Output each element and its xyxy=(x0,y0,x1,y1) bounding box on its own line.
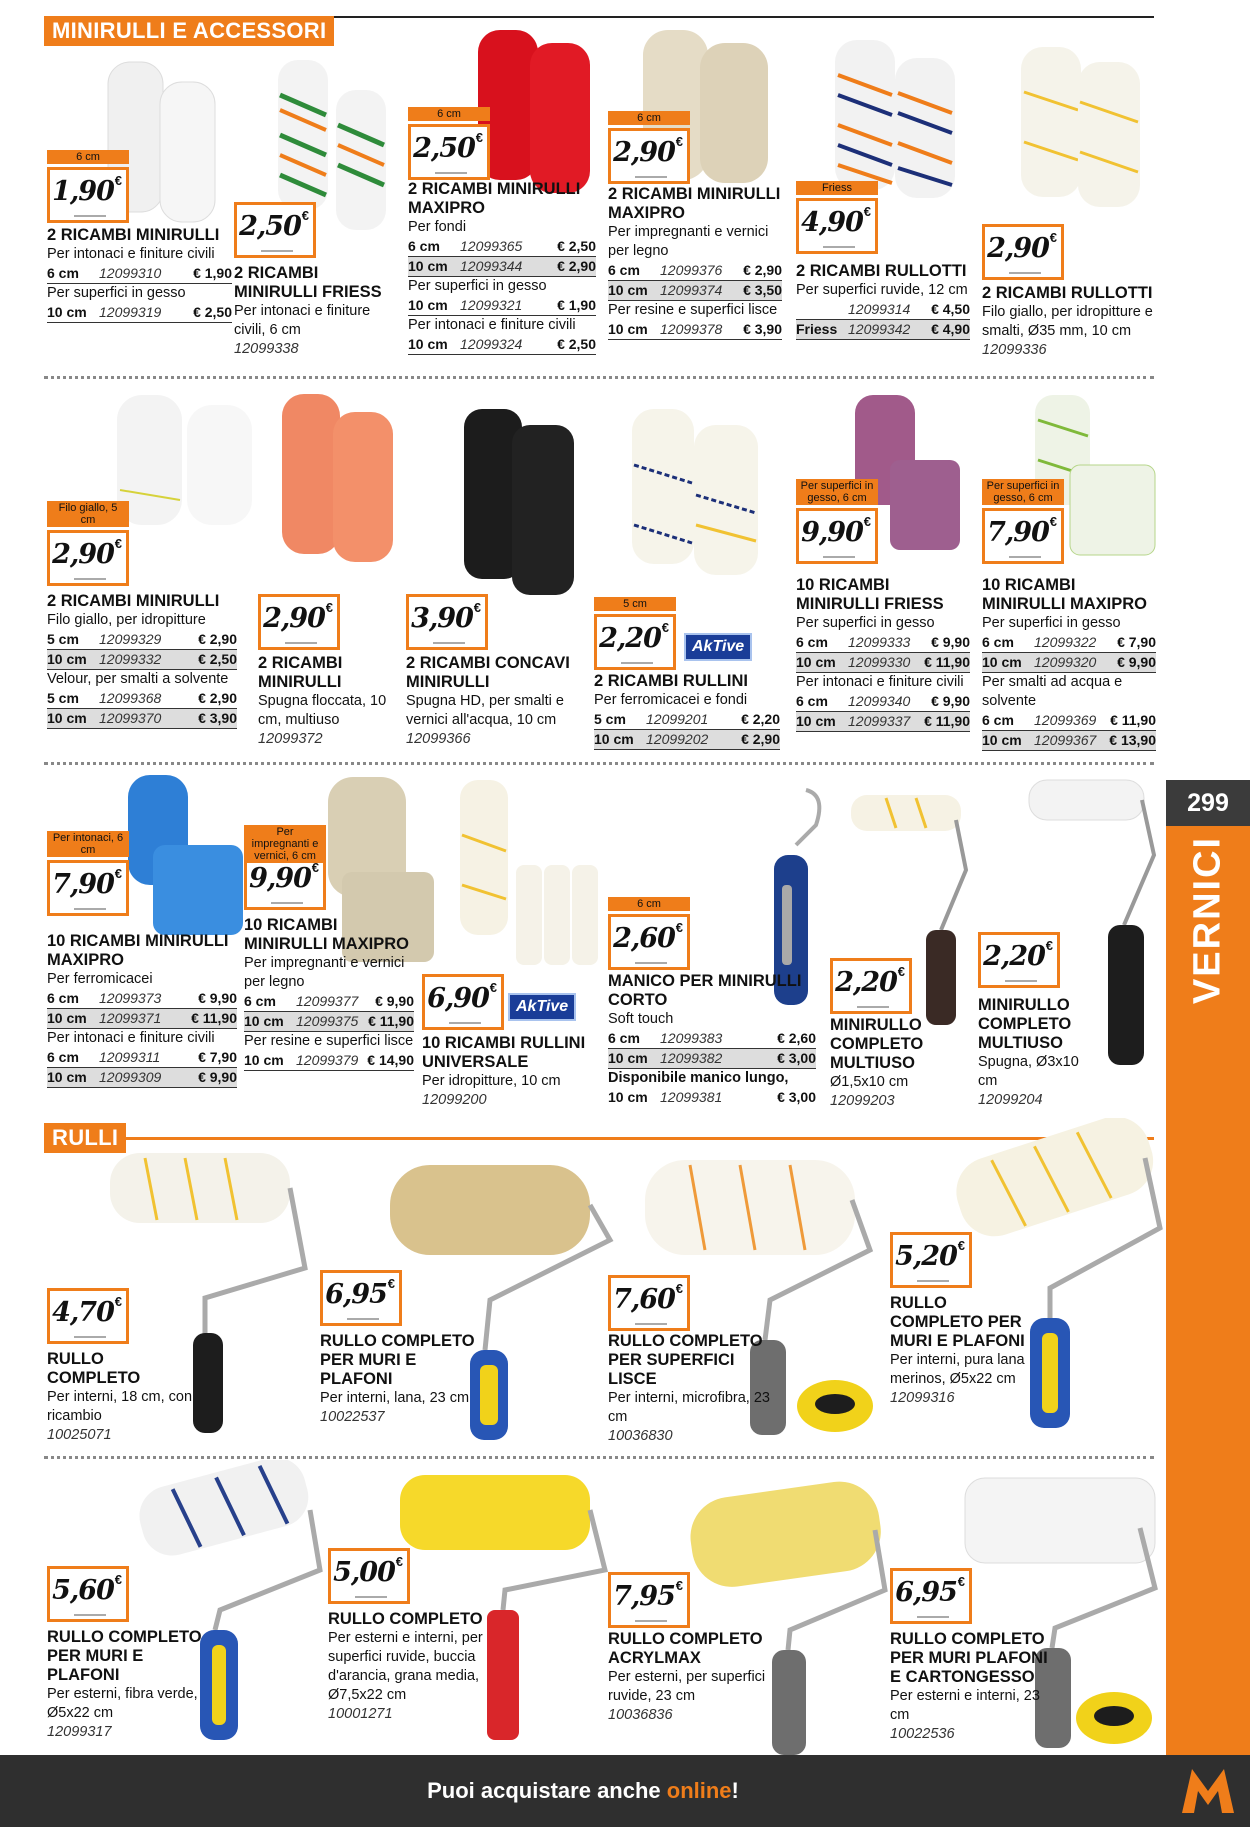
product-image xyxy=(1016,42,1156,217)
product-card: 10 RICAMBI MINIRULLI MAXIPRO Per superfici in gesso 6 cm 12099322 € 7,90 10 cm 12099320 € 9,90 Per smalti ad acqua e solvente 6 cm 12099369 € 11,90 10 cm 12099367 € 13,90 xyxy=(982,576,1156,751)
product-image xyxy=(628,405,778,585)
product-card: 2 RICAMBI MINIRULLI Filo giallo, per idropitture 5 cm 12099329 € 2,90 10 cm 12099332 € 2,50 Velour, per smalti a solvente 5 cm 12099368 € 2,90 10 cm 12099370 € 3,90 xyxy=(47,592,237,729)
product-card: RULLO COMPLETO ACRYLMAX Per esterni, per superfici ruvide, 23 cm 10036836 xyxy=(608,1630,766,1723)
footer-banner[interactable]: Puoi acquistare anche online! xyxy=(0,1755,1166,1827)
section-title-rulli: RULLI xyxy=(44,1123,126,1153)
product-card: 2 RICAMBI MINIRULLI Spugna floccata, 10 cm, multiuso 12099372 xyxy=(258,654,387,747)
category-label: VERNICI xyxy=(1186,835,1229,1005)
aktive-logo: AkTive xyxy=(684,633,752,661)
price-tag: Per superfici in gesso, 6 cm 9,90 € xyxy=(796,508,878,564)
product-card: RULLO COMPLETO Per esterni e interni, per superfici ruvide, buccia d'arancia, grana media, Ø7,5x22 cm 10001271 xyxy=(328,1610,483,1722)
price-tag: Per impregnanti e vernici, 6 cm 9,90 € xyxy=(244,854,326,910)
product-card: RULLO COMPLETO PER MURI E PLAFONI Per esterni, fibra verde, Ø5x22 cm 12099317 xyxy=(47,1628,202,1740)
product-card: RULLO COMPLETO PER MURI E PLAFONI Per interni, pura lana merinos, Ø5x22 cm 12099316 xyxy=(890,1294,1025,1406)
product-card: 10 RICAMBI RULLINI UNIVERSALE Per idropitture, 10 cm 12099200 xyxy=(422,1034,586,1108)
product-image xyxy=(472,25,602,200)
price-tag: Friess 4,90 € xyxy=(796,198,878,254)
price-tag: 5 cm 2,20 € xyxy=(594,614,676,670)
price-tag: 5,20 € xyxy=(890,1232,972,1288)
product-card: MINIRULLO COMPLETO MULTIUSO Spugna, Ø3x10 cm 12099204 xyxy=(978,996,1079,1108)
product-card: MINIRULLO COMPLETO MULTIUSO Ø1,5x10 cm 12099203 xyxy=(830,1016,924,1109)
product-image xyxy=(118,770,248,945)
price-tag: Filo giallo, 5 cm 2,90 € xyxy=(47,530,129,586)
price-tag: 6 cm 2,50 € xyxy=(408,124,490,180)
divider xyxy=(44,376,1154,379)
price-tag: 7,95 € xyxy=(608,1572,690,1628)
divider xyxy=(44,762,1154,765)
brand-badge-icon xyxy=(795,1376,875,1441)
product-card: 2 RICAMBI CONCAVI MINIRULLI Spugna HD, per smalti e vernici all'acqua, 10 cm 12099366 xyxy=(406,654,570,747)
price-tag: 6,90 € xyxy=(422,974,504,1030)
product-card: 2 RICAMBI MINIRULLI MAXIPRO Per fondi 6 cm 12099365 € 2,50 10 cm 12099344 € 2,90 Per superfici in gesso 10 cm 12099321 € 1,90 Per intonaci e finiture civili 10 cm 12099324 € 2,50 xyxy=(408,180,596,355)
price-tag: 6,95 € xyxy=(320,1270,402,1326)
brand-logo xyxy=(1166,1755,1250,1827)
product-card: RULLO COMPLETO PER SUPERFICI LISCE Per interni, microfibra, 23 cm 10036830 xyxy=(608,1332,770,1444)
brand-badge-icon xyxy=(1074,1688,1154,1753)
product-card: 2 RICAMBI MINIRULLI Per intonaci e finiture civili 6 cm 12099310 € 1,90 Per superfici in gesso 10 cm 12099319 € 2,50 xyxy=(47,226,232,323)
product-card: 10 RICAMBI MINIRULLI MAXIPRO Per impregnanti e vernici per legno 6 cm 12099377 € 9,90 10 cm 12099375 € 11,90 Per resine e superfici lisce 10 cm 12099379 € 14,90 xyxy=(244,916,414,1071)
aktive-logo: AkTive xyxy=(508,993,576,1021)
product-card: RULLO COMPLETO PER MURI E PLAFONI Per interni, lana, 23 cm 10022537 xyxy=(320,1332,475,1425)
price-tag: 2,20 € xyxy=(978,932,1060,988)
page-number: 299 xyxy=(1166,780,1250,826)
divider xyxy=(44,1456,1154,1459)
price-tag: 7,60 € xyxy=(608,1275,690,1331)
price-tag: 4,70 € xyxy=(47,1288,129,1344)
product-image xyxy=(460,405,580,610)
price-tag: Per intonaci, 6 cm 7,90 € xyxy=(47,860,129,916)
price-tag: 2,90 € xyxy=(258,594,340,650)
price-tag: 5,00 € xyxy=(328,1548,410,1604)
price-tag: 6 cm 2,90 € xyxy=(608,128,690,184)
price-tag: 2,50 € xyxy=(234,202,316,258)
product-card: 2 RICAMBI MINIRULLI FRIESS Per intonaci e finiture civili, 6 cm 12099338 xyxy=(234,264,382,357)
product-card: 2 RICAMBI RULLOTTI Filo giallo, per idropitture e smalti, Ø35 mm, 10 cm 12099336 xyxy=(982,284,1153,358)
price-tag: 6 cm 2,60 € xyxy=(608,914,690,970)
product-card: RULLO COMPLETO PER MURI PLAFONI E CARTONGESSO Per esterni e interni, 23 cm 10022536 xyxy=(890,1630,1048,1742)
price-tag: 3,90 € xyxy=(406,594,488,650)
product-card: RULLO COMPLETO Per interni, 18 cm, con ricambio 10025071 xyxy=(47,1350,193,1443)
price-tag: 6,95 € xyxy=(890,1568,972,1624)
product-card: 2 RICAMBI MINIRULLI MAXIPRO Per impregnanti e vernici per legno 6 cm 12099376 € 2,90 10 cm 12099374 € 3,50 Per resine e superfici lisce 10 cm 12099378 € 3,90 xyxy=(608,185,782,340)
price-tag: 5,60 € xyxy=(47,1566,129,1622)
product-image xyxy=(278,390,408,575)
product-card: 10 RICAMBI MINIRULLI MAXIPRO Per ferromicacei 6 cm 12099373 € 9,90 10 cm 12099371 € 11,90 Per intonaci e finiture civili 6 cm 12099311 € 7,90 10 cm 12099309 € 9,90 xyxy=(47,932,237,1088)
price-tag: Per superfici in gesso, 6 cm 7,90 € xyxy=(982,508,1064,564)
section-title-minirulli: MINIRULLI E ACCESSORI xyxy=(44,16,334,46)
product-image xyxy=(112,390,262,535)
price-tag: 2,20 € xyxy=(830,958,912,1014)
product-card: 2 RICAMBI RULLOTTI Per superfici ruvide, 12 cm 12099314 € 4,50 Friess 12099342 € 4,90 xyxy=(796,262,970,340)
price-tag: 6 cm 1,90 € xyxy=(47,167,129,223)
product-card: 10 RICAMBI MINIRULLI FRIESS Per superfici in gesso 6 cm 12099333 € 9,90 10 cm 12099330 € 11,90 Per intonaci e finiture civili 6 cm 12099340 € 9,90 10 cm 12099337 € 11,90 xyxy=(796,576,970,732)
online-link[interactable]: online xyxy=(666,1778,732,1803)
product-card: MANICO PER MINIRULLI CORTO Soft touch 6 cm 12099383 € 2,60 10 cm 12099382 € 3,00 Disponibile manico lungo, 10 cm 12099381 € 3,00 xyxy=(608,972,816,1105)
product-card: 2 RICAMBI RULLINI Per ferromicacei e fondi 5 cm 12099201 € 2,20 10 cm 12099202 € 2,90 xyxy=(594,672,780,750)
price-tag: 2,90 € xyxy=(982,224,1064,280)
product-image xyxy=(456,775,606,980)
